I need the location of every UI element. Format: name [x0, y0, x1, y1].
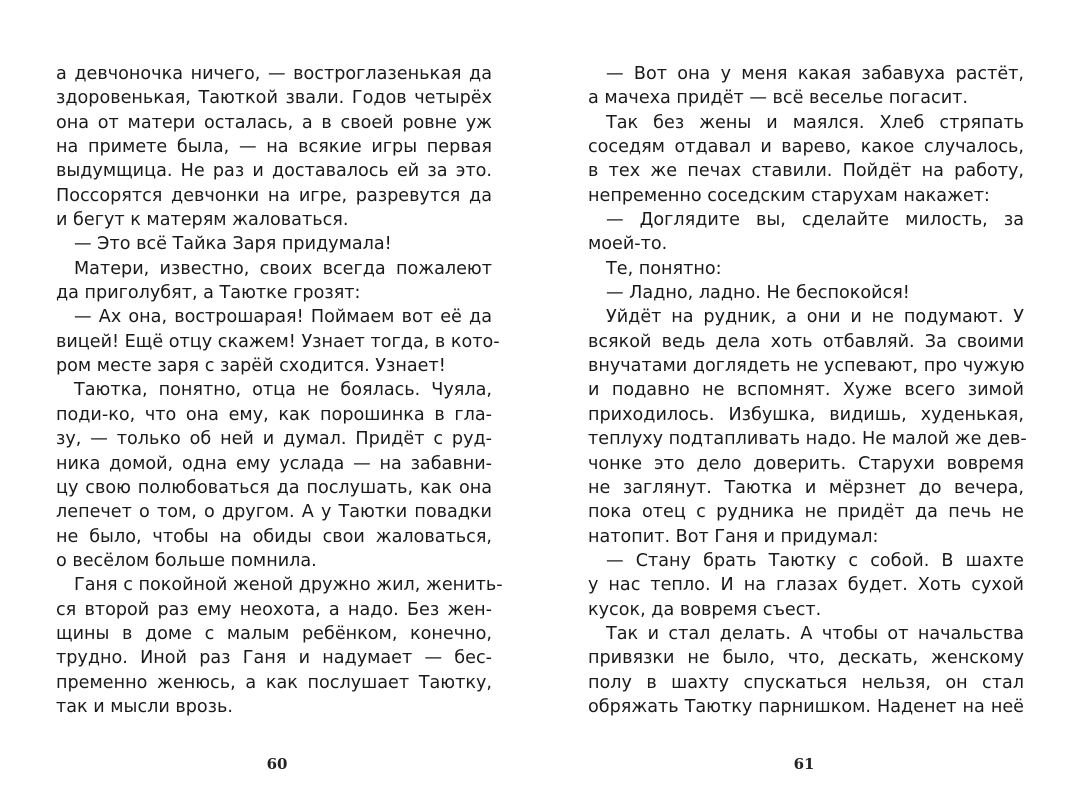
- text-line: приходилось. Избушка, видишь, худенькая,: [588, 404, 1024, 425]
- text-line: — Доглядите вы, сделайте милость, за: [606, 210, 1024, 231]
- text-line: Поссорятся девчонки на игре, разревутся да: [56, 185, 492, 206]
- text-line: Уйдёт на рудник, а они и не подумают. У: [606, 307, 1024, 328]
- text-line: всякой ведь дела хоть отбавляй. За своими: [588, 331, 1024, 352]
- text-line: пременно женюсь, а как послушает Таютку,: [56, 672, 492, 693]
- text-line: внучатами доглядеть не успевают, про чужую: [588, 356, 1025, 377]
- text-line: да приголубят, а Таютке грозят:: [56, 283, 361, 304]
- text-line: ся второй раз ему неохота, а надо. Без жен-: [56, 599, 492, 620]
- text-line: так и мысли врозь.: [56, 696, 234, 717]
- text-line: — Ах она, вострошарая! Поймаем вот её да: [74, 307, 492, 328]
- text-line: о весёлом больше помнила.: [56, 550, 317, 571]
- text-line: щины в доме с малым ребёнком, конечно,: [56, 623, 492, 644]
- text-line: Те, понятно:: [606, 258, 722, 279]
- text-line: в тех же печах ставили. Пойдёт на работу,: [588, 161, 1024, 182]
- text-line: у нас тепло. И на глазах будет. Хоть сухой: [588, 575, 1024, 596]
- text-line: полу в шахту спускаться нельзя, он стал: [588, 672, 1024, 693]
- text-line: лепечет о том, о другом. А у Таютки повадки: [56, 502, 492, 523]
- text-line: Так и стал делать. А чтобы от начальства: [606, 623, 1024, 644]
- text-line: трудно. Иной раз Ганя и надумает — бес-: [56, 648, 492, 669]
- text-line: Так без жены и маялся. Хлеб стряпать: [606, 112, 1024, 133]
- right-page: [588, 62, 1027, 719]
- text-line: — Стану брать Таютку с собой. В шахте: [606, 550, 1024, 571]
- text-line: а девчоночка ничего, — востроглазенькая да: [56, 64, 492, 84]
- text-line: чонке это дело доверить. Старухи вовремя: [588, 453, 1024, 474]
- text-line: — Вот она у меня какая забавуха растёт,: [606, 64, 1024, 84]
- text-line: Ганя с покойной женой дружно жил, женить-: [74, 575, 503, 596]
- text-line: на примете была, — на всякие игры первая: [56, 137, 492, 158]
- text-line: ром месте заря с зарёй сходится. Узнает!: [56, 356, 446, 377]
- text-line: соседям отдавал и варево, какое случалось,: [588, 137, 1024, 158]
- text-line: натопит. Вот Ганя и придумал:: [588, 526, 879, 547]
- text-line: Таютка, понятно, отца не боялась. Чуяла,: [74, 380, 492, 401]
- text-line: она от матери осталась, а в своей ровне уж: [56, 112, 492, 133]
- text-line: непременно соседским старухам накажет:: [588, 185, 990, 206]
- text-line: кусок, да вовремя съест.: [588, 599, 822, 620]
- text-line: обряжать Таютку парнишком. Наденет на неё: [588, 696, 1024, 717]
- text-line: вицей! Ещё отцу скажем! Узнает тогда, в кото-: [56, 331, 500, 352]
- text-line: и подавно не вспомнят. Хуже всего зимой: [588, 380, 1024, 401]
- text-line: ника домой, одна ему услада — на забавни-: [56, 453, 492, 474]
- page-number-right: 61: [793, 755, 815, 773]
- text-line: и бегут к матерям жаловаться.: [56, 210, 349, 231]
- text-line: не заглянут. Таютка и мёрзнет до вечера,: [588, 477, 1024, 498]
- text-line: а мачеха придёт — всё веселье погасит.: [588, 88, 968, 109]
- text-line: теплуху подтапливать надо. Не малой же дев-: [588, 429, 1027, 450]
- text-line: пока отец с рудника не придёт да печь не: [588, 502, 1024, 523]
- page-number-left: 60: [266, 755, 288, 773]
- text-line: не было, чтобы на обиды свои жаловаться,: [56, 526, 492, 547]
- text-line: цу свою полюбоваться да послушать, как она: [56, 477, 492, 498]
- text-line: — Ладно, ладно. Не беспокойся!: [606, 283, 910, 304]
- text-line: зу, — только об ней и думал. Придёт с руд-: [56, 429, 492, 450]
- text-line: здоровенькая, Таюткой звали. Годов четырёх: [56, 88, 492, 109]
- text-line: выдумщица. Не раз и доставалось ей за это.: [56, 161, 492, 182]
- text-line: — Это всё Тайка Заря придумала!: [74, 234, 392, 255]
- left-page: [56, 62, 503, 719]
- text-line: моей-то.: [588, 234, 668, 255]
- text-line: Матери, известно, своих всегда пожалеют: [74, 258, 492, 279]
- text-line: привязки не было, что, дескать, женскому: [588, 648, 1024, 669]
- text-line: поди-ко, что она ему, как порошинка в гла-: [56, 404, 492, 425]
